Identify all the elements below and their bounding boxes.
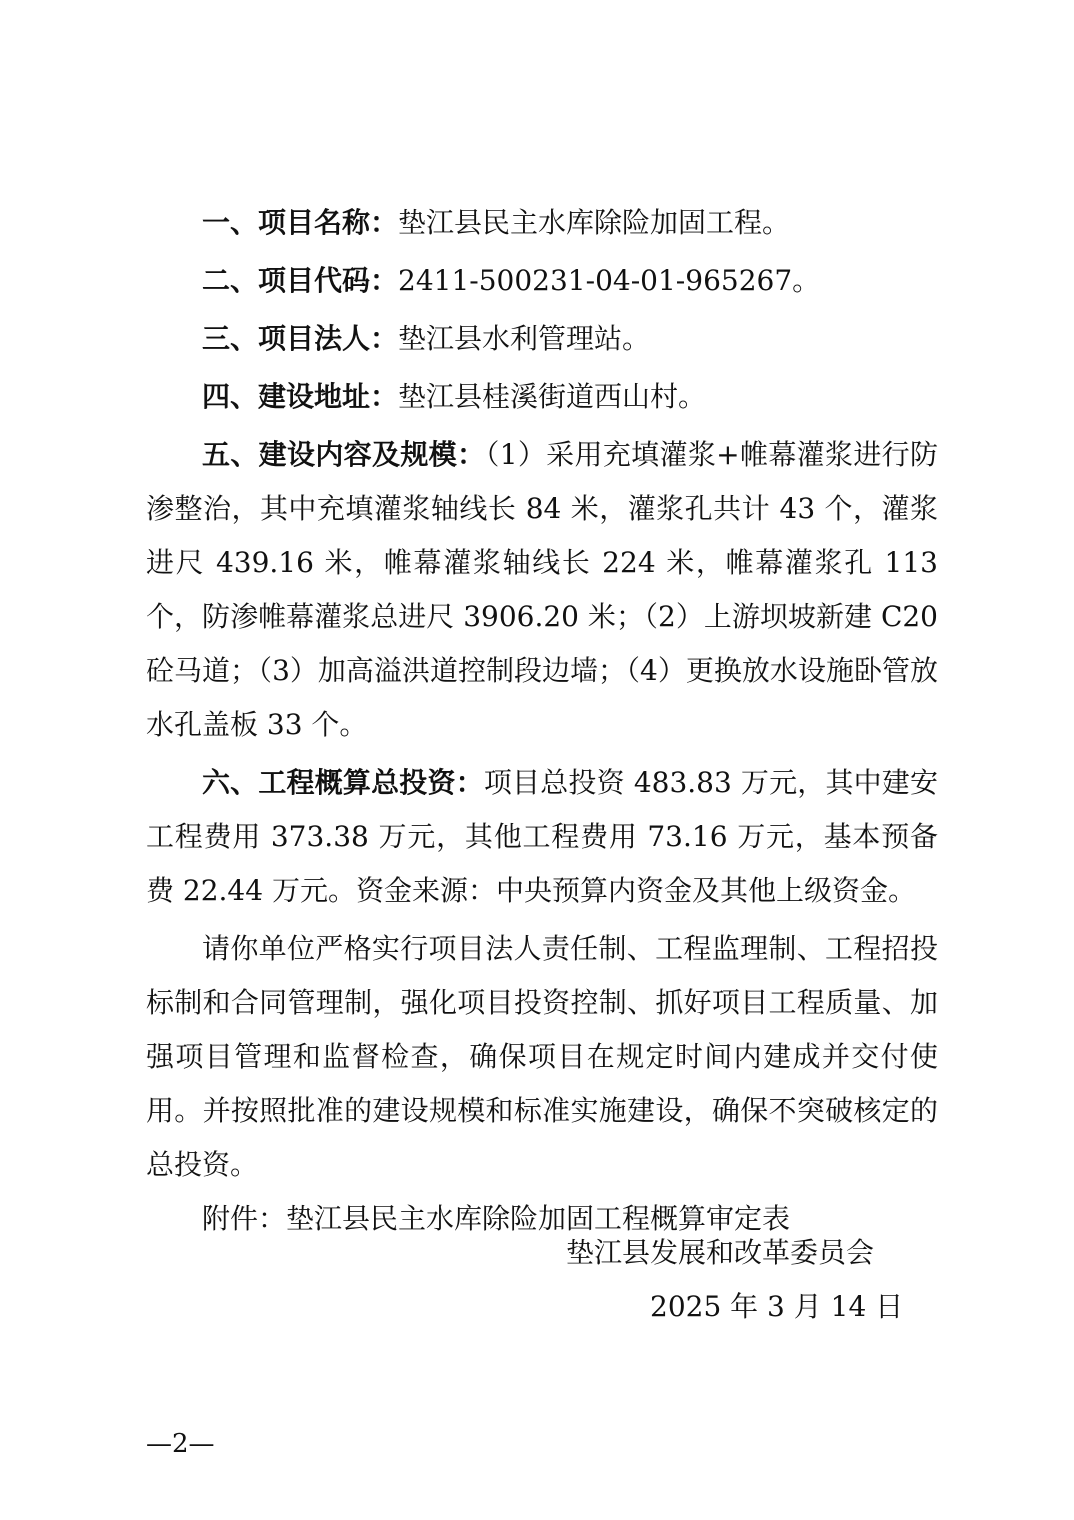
item-text: （1）采用充填灌浆+帷幕灌浆进行防渗整治，其中充填灌浆轴线长 84 米，灌浆孔共计 43 个，灌浆进尺 439.16 米，帷幕灌浆轴线长 224 米，帷幕灌浆孔 113 个，防渗帷幕灌浆总进尺 3906.20 米；（2）上游坝坡新建 C20 砼马道；（3）加高溢洪道控制段边墙；（4）更换放水设施卧管放水孔盖板 33 个。 (146, 438, 938, 741)
item-project-name (146, 196, 938, 250)
item-investment (146, 756, 938, 918)
item-label: 六、工程概算总投资： (202, 766, 484, 799)
item-scope (146, 428, 938, 752)
item-text: 垫江县水利管理站。 (398, 322, 651, 355)
requirements-paragraph: 请你单位严格实行项目法人责任制、工程监理制、工程招投标制和合同管理制，强化项目投资控制、抓好项目工程质量、加强项目管理和监督检查，确保项目在规定时间内建成并交付使用。并按照批准的建设规模和标准实施建设，确保不突破核定的总投资。 (146, 932, 938, 1181)
item-label: 五、建设内容及规模： (202, 438, 486, 471)
attachment-line: 附件：垫江县民主水库除险加固工程概算审定表 (202, 1202, 791, 1235)
signature-organization: 垫江县发展和改革委员会 (566, 1236, 875, 1269)
item-text: 垫江县桂溪街道西山村。 (398, 380, 707, 413)
item-text: 2411-500231-04-01-965267。 (398, 264, 821, 297)
document-body (146, 196, 938, 1246)
item-label: 四、建设地址： (202, 380, 399, 413)
page-number: —2— (146, 1429, 215, 1459)
item-text: 项目总投资 483.83 万元，其中建安工程费用 373.38 万元，其他工程费用 73.16 万元，基本预备费 22.44 万元。资金来源：中央预算内资金及其他上级资金。 (146, 766, 938, 907)
item-legal-entity (146, 312, 938, 366)
item-label: 二、项目代码： (202, 264, 399, 297)
item-label: 三、项目法人： (202, 322, 399, 355)
item-text: 垫江县民主水库除险加固工程。 (398, 206, 791, 239)
item-project-code (146, 254, 938, 308)
item-address (146, 370, 938, 424)
item-label: 一、项目名称： (202, 206, 399, 239)
signature-date: 2025 年 3 月 14 日 (650, 1290, 904, 1323)
